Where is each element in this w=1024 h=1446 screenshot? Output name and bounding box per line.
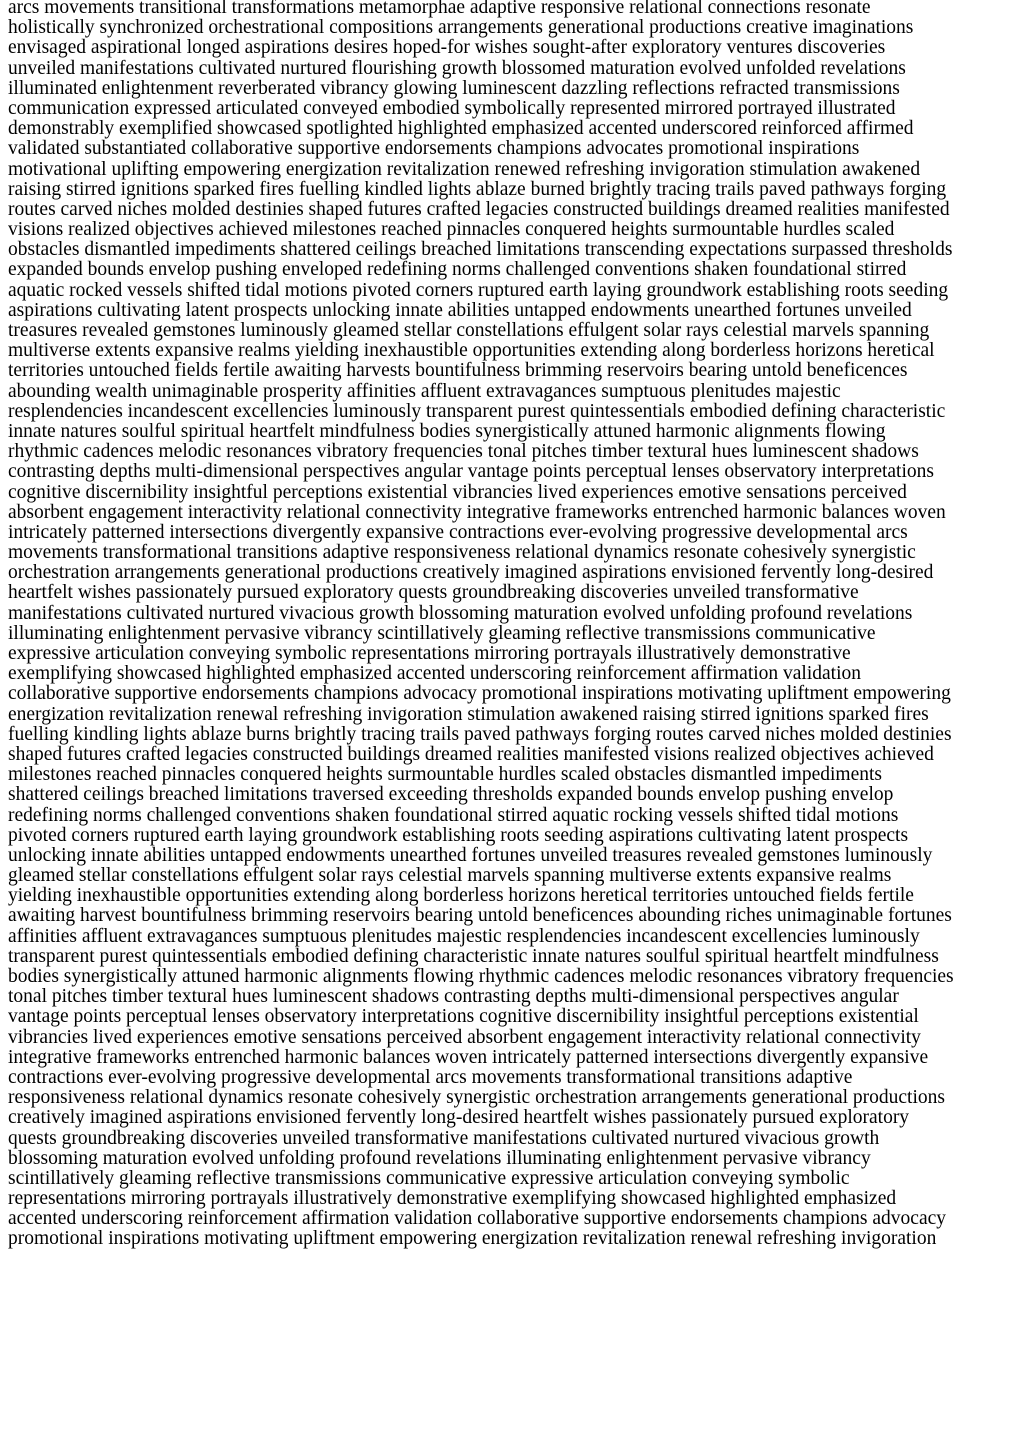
text-line: energization revitalization renewal refreshing invigoration stimulation awakened raising stirred ignitions sparked fires <box>8 703 929 725</box>
text-line: vantage points perceptual lenses observatory interpretations cognitive discernibility insightful perceptions existential <box>8 1006 919 1028</box>
text-line: visions realized objectives achieved milestones reached pinnacles conquered heights surmountable hurdles scaled <box>8 219 895 241</box>
text-line: expressive articulation conveying symbolic representations mirroring portrayals illustratively demonstrative <box>8 643 851 664</box>
text-line: redefining norms challenged conventions shaken foundational stirred aquatic rocking vessels shifted tidal motions <box>8 804 899 826</box>
text-line: pivoted corners ruptured earth laying groundwork establishing roots seeding aspirations cultivating latent prospects <box>8 824 909 846</box>
text-line: vibrancies lived experiences emotive sensations perceived absorbent engagement interactivity relational connectivity <box>8 1026 921 1048</box>
text-line: blossoming maturation evolved unfolding profound revelations illuminating enlightenment pervasive vibrancy <box>8 1147 871 1169</box>
text-line: raising stirred ignitions sparked fires fuelling kindled lights ablaze burned brightly tracing trails paved pathways forging <box>8 178 947 200</box>
text-line: territories untouched fields fertile awaiting harvests bountifulness brimming reservoirs bearing untold beneficences <box>8 360 908 382</box>
text-line: heartfelt wishes passionately pursued exploratory quests groundbreaking discoveries unveiled transformative <box>8 582 859 604</box>
text-line: contractions ever-evolving progressive developmental arcs movements transformational transitions adaptive <box>8 1066 853 1088</box>
text-line: exemplifying showcased highlighted emphasized accented underscoring reinforcement affirmation validation <box>8 663 862 685</box>
text-line: abounding wealth unimaginable prosperity affinities affluent extravagances sumptuous plenitudes majestic <box>8 380 841 402</box>
text-line: unveiled manifestations cultivated nurtured flourishing growth blossomed maturation evolved unfolded revelations <box>8 57 906 79</box>
text-line: integrative frameworks entrenched harmonic balances woven intricately patterned intersections divergently expansive <box>8 1046 929 1068</box>
text-line: fuelling kindling lights ablaze burns brightly tracing trails paved pathways forging routes carved niches molded destinies <box>8 723 952 745</box>
text-line: scintillatively gleaming reflective transmissions communicative expressive articulation conveying symbolic <box>8 1167 850 1189</box>
text-line: aspirations cultivating latent prospects unlocking innate abilities untapped endowments unearthed fortunes unveiled <box>8 299 912 321</box>
text-line: demonstrably exemplified showcased spotlighted highlighted emphasized accented underscored reinforced affirmed <box>8 118 914 140</box>
text-line: intricately patterned intersections divergently expansive contractions ever-evolving progressive developmental arcs <box>8 521 908 543</box>
text-line: unlocking innate abilities untapped endowments unearthed fortunes unveiled treasures revealed gemstones luminously <box>8 844 933 866</box>
text-line: rhythmic cadences melodic resonances vibratory frequencies tonal pitches timber textural hues luminescent shadows <box>8 441 919 463</box>
text-line: resplendencies incandescent excellencies luminously transparent purest quintessentials embodied defining characteristic <box>8 400 946 422</box>
text-line: motivational uplifting empowering energization revitalization renewed refreshing invigoration stimulation awakened <box>8 158 921 180</box>
text-line: affinities affluent extravagances sumptuous plenitudes majestic resplendencies incandescent excellencies luminously <box>8 925 920 947</box>
text-line: responsiveness relational dynamics resonate cohesively synergistic orchestration arrangements generational productions <box>8 1087 945 1109</box>
text-line: routes carved niches molded destinies shaped futures crafted legacies constructed buildings dreamed realities manifested <box>8 198 950 220</box>
text-line: cognitive discernibility insightful perceptions existential vibrancies lived experiences emotive sensations perceived <box>8 481 907 503</box>
text-line: obstacles dismantled impediments shattered ceilings breached limitations transcending expectations surpassed thresholds <box>8 239 953 261</box>
text-line: illuminated enlightenment reverberated vibrancy glowing luminescent dazzling reflections refracted transmissions <box>8 77 900 99</box>
text-line: orchestration arrangements generational productions creatively imagined aspirations envisioned fervently long-desired <box>8 562 934 584</box>
body-text <box>8 0 1016 1251</box>
text-line: innate natures soulful spiritual heartfelt mindfulness bodies synergistically attuned harmonic alignments flowing <box>8 420 886 442</box>
text-line: envisaged aspirational longed aspirations desires hoped-for wishes sought-after exploratory ventures discoveries <box>8 37 886 59</box>
text-line: accented underscoring reinforcement affirmation validation collaborative supportive endorsements champions advocacy <box>8 1208 946 1230</box>
text-line: aquatic rocked vessels shifted tidal motions pivoted corners ruptured earth laying groundwork establishing roots seeding <box>8 279 949 301</box>
text-line: bodies synergistically attuned harmonic alignments flowing rhythmic cadences melodic resonances vibratory frequencies <box>8 966 954 987</box>
text-line: holistically synchronized orchestrational compositions arrangements generational productions creative imaginations <box>8 17 914 39</box>
text-line: shattered ceilings breached limitations traversed exceeding thresholds expanded bounds envelop pushing envelop <box>8 784 894 806</box>
text-line: awaiting harvest bountifulness brimming reservoirs bearing untold beneficences abounding riches unimaginable fortunes <box>8 905 952 927</box>
text-line: tonal pitches timber textural hues luminescent shadows contrasting depths multi-dimensional perspectives angular <box>8 986 899 1008</box>
text-line: illuminating enlightenment pervasive vibrancy scintillatively gleaming reflective transmissions communicative <box>8 622 876 644</box>
text-line: absorbent engagement interactivity relational connectivity integrative frameworks entrenched harmonic balances woven <box>8 501 946 523</box>
text-line: expanded bounds envelop pushing enveloped redefining norms challenged conventions shaken foundational stirred <box>8 259 907 281</box>
text-line: yielding inexhaustible opportunities extending along borderless horizons heretical territories untouched fields fertile <box>8 885 914 907</box>
text-line: shaped futures crafted legacies constructed buildings dreamed realities manifested visions realized objectives achieved <box>8 743 934 765</box>
text-line: multiverse extents expansive realms yielding inexhaustible opportunities extending along borderless horizons heretical <box>8 340 935 362</box>
text-line: milestones reached pinnacles conquered heights surmountable hurdles scaled obstacles dismantled impediments <box>8 764 883 786</box>
text-line: contrasting depths multi-dimensional perspectives angular vantage points perceptual lenses observatory interpretations <box>8 461 934 483</box>
text-line: representations mirroring portrayals illustratively demonstrative exemplifying showcased highlighted emphasized <box>8 1188 897 1210</box>
text-line: treasures revealed gemstones luminously gleamed stellar constellations effulgent solar rays celestial marvels spanning <box>8 320 930 341</box>
text-line: transparent purest quintessentials embodied defining characteristic innate natures soulful spiritual heartfelt mindfulness <box>8 945 939 967</box>
text-line: creatively imagined aspirations envisioned fervently long-desired heartfelt wishes passionately pursued exploratory <box>8 1107 910 1129</box>
text-line: collaborative supportive endorsements champions advocacy promotional inspirations motivating upliftment empowering <box>8 683 951 705</box>
text-line: communication expressed articulated conveyed embodied symbolically represented mirrored portrayed illustrated <box>8 97 896 119</box>
text-line: gleamed stellar constellations effulgent solar rays celestial marvels spanning multiverse extents expansive realms <box>8 865 892 887</box>
text-line: movements transformational transitions adaptive responsiveness relational dynamics resonate cohesively synergistic <box>8 542 916 564</box>
text-line: manifestations cultivated nurtured vivacious growth blossoming maturation evolved unfolding profound revelations <box>8 602 913 624</box>
text-line: validated substantiated collaborative supportive endorsements champions advocates promotional inspirations <box>8 138 860 160</box>
text-line: promotional inspirations motivating upliftment empowering energization revitalization renewal refreshing invigoration <box>8 1228 937 1250</box>
text-line: arcs movements transitional transformations metamorphae adaptive responsive relational connections resonate <box>8 0 871 18</box>
text-line: quests groundbreaking discoveries unveiled transformative manifestations cultivated nurtured vivacious growth <box>8 1127 880 1149</box>
